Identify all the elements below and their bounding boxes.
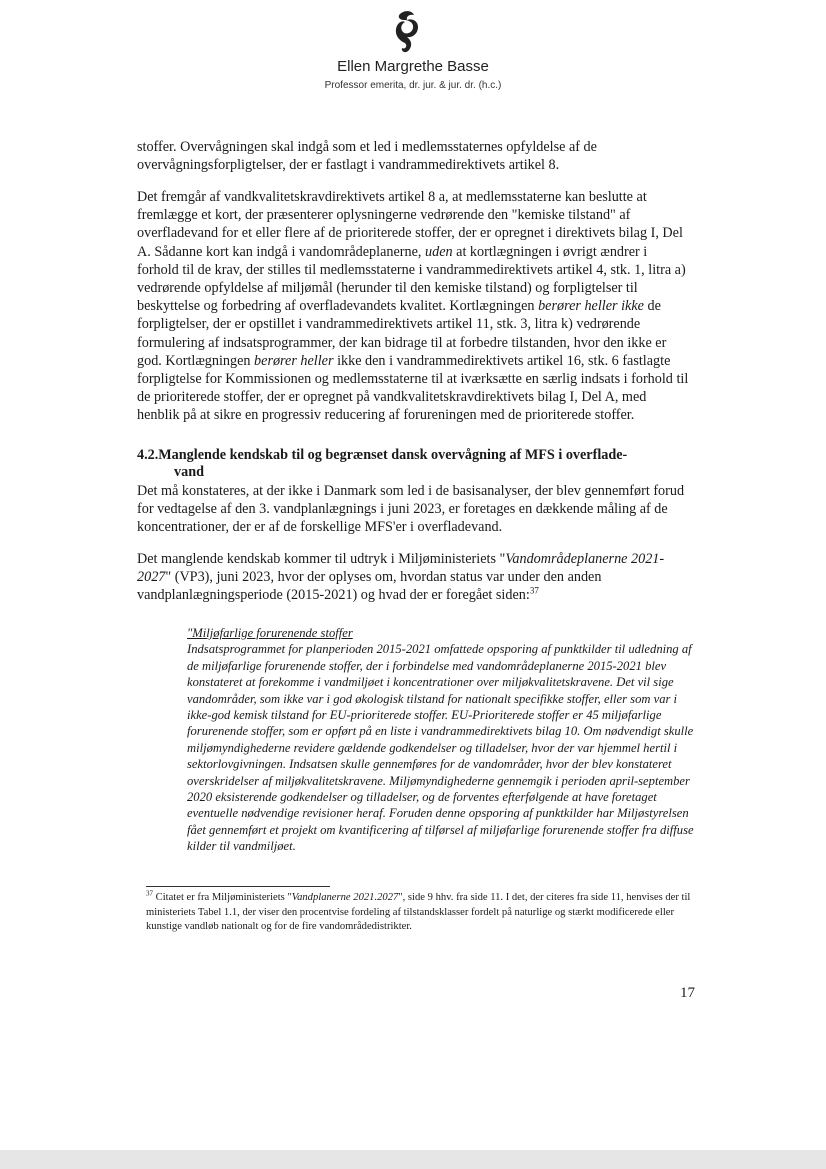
paragraph-text: Det fremgår af vandkvalitetskravdirektivets artikel 8 a, at medlemsstaterne kan beslutte at fremlægge et kort, der præsenterer oplysningerne vedrørende den "kemiske tilstand" af overfladevand for et eller flere af de prioriterede stoffer, der er opregnet i direktivets bilag I, Del A. Sådanne kort kan indgå i vandområdeplanerne, (137, 189, 683, 260)
emphasis-berorer: berører heller ikke (538, 298, 644, 315)
block-quote (187, 625, 695, 855)
section-heading (137, 447, 689, 481)
paragraph-text: ikke den i vandrammedirektivets artikel 16, stk. 6 fastlagte forpligtelse for Kommissionen og medlemsstaterne til at iværksætte en særlig indsats i forhold til de prioriterede stoffer, der er opregnet på vandkvalitetskravdirektivets bilag I, Del A, med henblik på at sikre en progressiv reducering af forureningen med de prioriterede stoffer. (137, 352, 689, 424)
paragraph-2 (137, 188, 689, 425)
scan-edge (0, 1150, 826, 1169)
quote-text: Indsatsprogrammet for planperioden 2015-2021 omfattede opsporing af punktkilder til udledning af de miljøfarlige forurenende stoffer, der i forbindelse med vandområdeplanerne 2015-2021 blev konstateret at forekomme i vandmiljøet i koncentrationer over miljøkvalitetskravene. Det vil sige vandområder, som ikke var i god økologisk tilstand for nationalt specifikke stoffer, eller som var i ikke-god kemisk tilstand for EU-prioriterede stoffer. EU-Prioriterede stoffer er 45 miljøfarlige forurenende stoffer, som er opført på en liste i vandrammedirektivets bilag 10. Om nødvendigt skulle miljømyndighederne revidere gældende godkendelser og tilladelser, hvor der var hjemmel hertil i sektorlovgivningen. Indsatsen skulle gennemføres for de vandområder, hvor der blev konstateret overskridelser af miljøkvalitetskravene. Miljømyndighederne gennemgik i perioden april-september 2020 eksisterende godkendelser og tilladelser, og de forventes efterfølgende at have foretaget eventuelle nødvendige revisioner heraf. Foruden denne opsporing af punktkilder har Miljøstyrelsen fået gennemført et projekt om kvantificering af tilførsel af miljøfarlige forurenende stoffer fra diffuse kilder til vandmiljøet. (187, 642, 694, 854)
page-number: 17 (680, 985, 695, 1001)
footnote-text: Citatet er fra Miljøministeriets " (153, 892, 292, 903)
emphasis-uden: uden (425, 243, 453, 260)
ornamental-seal-icon (388, 8, 426, 58)
footnote-divider (146, 886, 330, 887)
author-name: Ellen Margrethe Basse (337, 58, 489, 75)
paragraph-text: stoffer. Overvågningen skal indgå som et led i medlemsstaternes opfyldelse af de overvågningsforpligtelser, der er fastlagt i vandrammedirektivets artikel 8. (137, 139, 597, 174)
paragraph-text: " (VP3), juni 2023, hvor der oplyses om, hvordan status var under den anden vandplanlægningsperiode (2015-2021) og hvad der er foregået siden: (137, 569, 602, 604)
section-number: 4.2. (137, 447, 159, 463)
paragraph-text: de forpligtelser, der er opstillet i vandrammedirektivets artikel 11, stk. 3, litra k) vedrørende formulering af indsatsprogrammer, der kan bidrage til at forbedre tilstanden, hvor den ikke er god. Kortlægningen (137, 298, 667, 369)
cited-title: Vandområdeplanerne 2021-2027 (137, 551, 665, 586)
footnote-number: 37 (146, 889, 153, 898)
footnote-cited-title: Vandplanerne 2021.2027 (291, 892, 399, 903)
paragraph-4 (137, 550, 689, 605)
footnote-reference: 37 (529, 585, 539, 596)
footnote-text: ", side 9 hhv. fra side 11. I det, der citeres fra side 11, henvises der til ministeriets Tabel 1.1, der viser den procentvise fordeling af tilstandsklasser fordelt på naturlige og stærkt modificerede eller kunstige vandløb nationalt og for de fire vandområdedistrikter. (146, 892, 691, 933)
paragraph-1 (137, 138, 689, 174)
paragraph-text: at kortlægningen i øvrigt ændrer i forhold til de krav, der stilles til medlemsstaterne i vandrammedirektivets artikel 4, stk. 1, litra a) vedrørende opfyldelse af miljømål (herunder til den kemiske tilstand) og forpligtelser til beskyttelse og forbedring af overfladevandets kvalitet. Kortlægningen (137, 243, 686, 315)
section-title-line-2: vand (174, 464, 204, 480)
author-title: Professor emerita, dr. jur. & jur. dr. (h.c.) (324, 80, 502, 91)
emphasis-berorer: berører heller (254, 352, 334, 369)
paragraph-text: Det må konstateres, at der ikke i Danmark som led i de basisanalyser, der blev gennemført forud for vedtagelse af den 3. vandplanlægnings i juni 2023, er foretages en dækkende måling af de koncentrationer, der er af de forskellige MFS'er i overfladevand. (137, 483, 685, 536)
footnote (146, 891, 694, 935)
paragraph-text: Det manglende kendskab kommer til udtryk i Miljøministeriets " (137, 551, 506, 567)
paragraph-3 (137, 482, 689, 537)
quote-title: "Miljøfarlige forurenende stoffer (187, 626, 353, 640)
section-title-line-1: Manglende kendskab til og begrænset dansk overvågning af MFS i overflade- (158, 447, 628, 463)
